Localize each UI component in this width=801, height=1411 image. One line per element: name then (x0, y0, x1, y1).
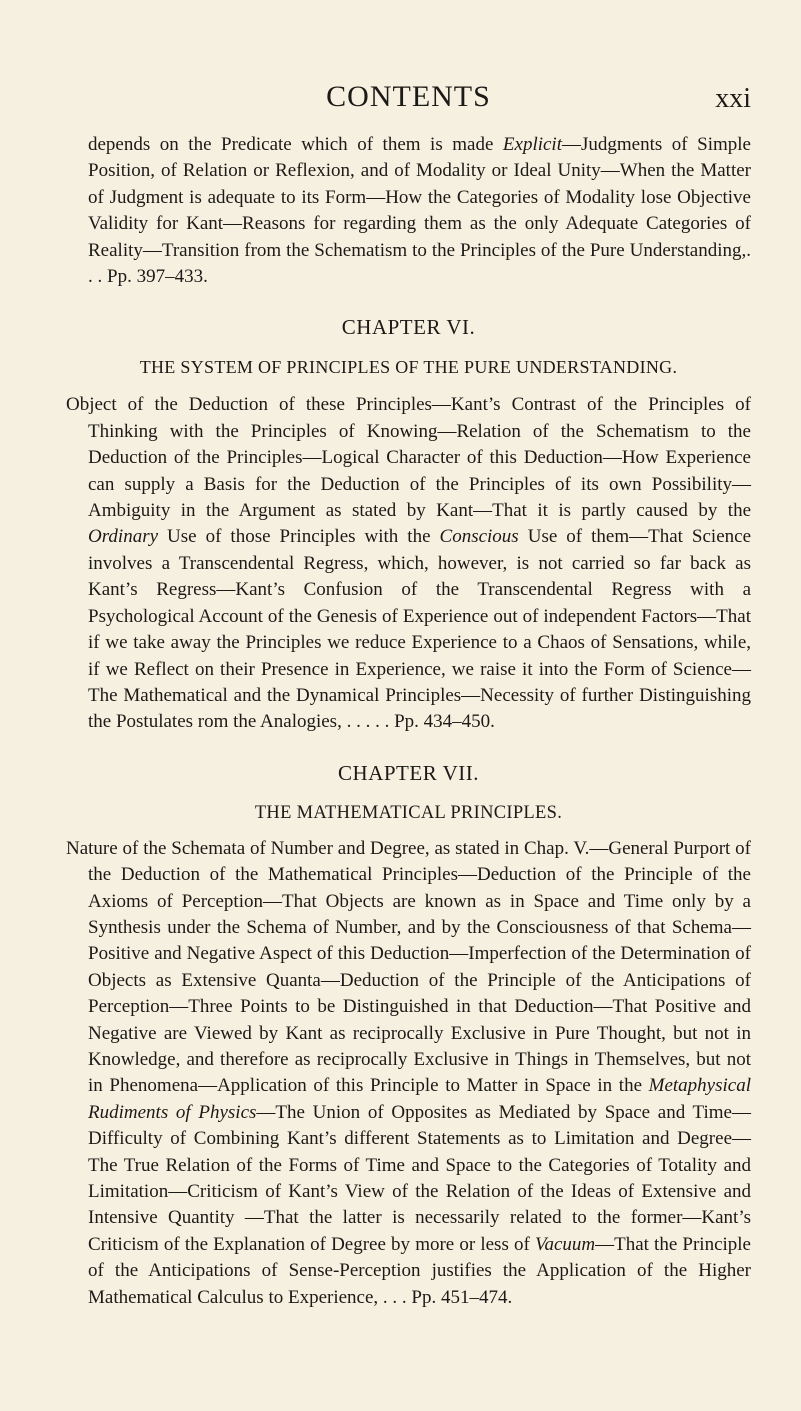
entry-text: Use of those Principles with the (158, 526, 440, 548)
entry-italic: Conscious (439, 526, 519, 548)
page-number: xxi (715, 83, 751, 114)
carryover-entry (66, 132, 751, 290)
page-range: Pp. 434–450. (394, 711, 495, 733)
chapter-7-title: THE MATHEMATICAL PRINCIPLES. (254, 802, 563, 823)
entry-text: depends on the Predicate which of them is made (88, 134, 503, 155)
entry-text: Object of the Deduction of these Principles—Kant’s Contrast of the Principles of Thinking with the Principles of Knowing—Relation of the Schematism to the Deduction of the Principles—Logical Character of this Deduction—How Experience can supply a Basis for the Deduction of the Principles of its own Possibility—Ambiguity in the Argument as stated by Kant—That it is partly caused by the (66, 394, 751, 522)
page-range: Pp. 397–433. (107, 266, 208, 288)
entry-italic: Metaphysical Rudiments of Physics (88, 1075, 751, 1123)
chapter-7-heading: CHAPTER VII. (338, 760, 479, 785)
entry-text: —That the Principle of the Anticipations of Sense-Perception justifies the Application of the Higher Mathematical Calculus to Experience, . . . (88, 1233, 751, 1308)
running-title: CONTENTS (326, 80, 491, 113)
entry-text: Use of them—That Science involves a Transcendental Regress, which, however, is not carried so far back as Kant’s Regress—Kant’s Confusion of the Transcendental Regress with a Psychological Account of the Genesis of Experience out of independent Factors—That if we take away the Principles we reduce Experience to a Chaos of Sensations, while, if we Reflect on their Presence in Experience, we raise it into the Form of Science—The Mathematical and the Dynamical Principles—Necessity of further Distinguishing the Postulates rom the Analogies, . . . . . (88, 526, 751, 733)
entry-text: —The Union of Opposites as Mediated by Space and Time—Difficulty of Combining Kant’s different Statements as to Limitation and Degree—The True Relation of the Forms of Time and Space to the Categories of Totality and Limitation—Criticism of Kant’s View of the Relation of the Ideas of Extensive and Intensive Quantity —That the latter is necessarily related to the former—Kant’s Criticism of the Explanation of Degree by more or less of (88, 1101, 751, 1255)
chapter-6-entry (66, 392, 751, 735)
entry-italic: Vacuum (534, 1233, 596, 1255)
entry-italic: Explicit (502, 134, 562, 155)
running-head (66, 80, 751, 120)
chapter-6-title: THE SYSTEM OF PRINCIPLES OF THE PURE UNDERSTANDING. (139, 357, 678, 378)
entry-italic: Ordinary (88, 526, 159, 548)
entry-text: —Judgments of Simple Position, of Relation or Reflexion, and of Modality or Ideal Unity—When the Matter of Judgment is adequate to its Form—How the Categories of Modality lose Objective Validity for Kant—Reasons for regarding them as the only Adequate Categories of Reality—Transition from the Schematism to the Principles of the Pure Understanding,. . . (88, 134, 751, 288)
page-range: Pp. 451–474. (411, 1286, 513, 1308)
chapter-6-heading: CHAPTER VI. (341, 315, 476, 340)
entry-text: Nature of the Schemata of Number and Degree, as stated in Chap. V.—General Purport of the Deduction of the Mathematical Principles—Deduction of the Principle of the Axioms of Perception—That Objects are known as in Space and Time only by a Synthesis under the Schema of Number, and by the Consciousness of that Schema—Positive and Negative Aspect of this Deduction—Imperfection of the Determination of Objects as Extensive Quanta—Deduction of the Principle of the Anticipations of Perception—Three Points to be Distinguished in that Deduction—That Positive and Negative are Viewed by Kant as reciprocally Exclusive in Pure Thought, but not in Knowledge, and therefore as reciprocally Exclusive in Things in Themselves, but not in Phenomena—Application of this Principle to Matter in Space in the (66, 837, 751, 1097)
chapter-7-entry (66, 836, 751, 1311)
